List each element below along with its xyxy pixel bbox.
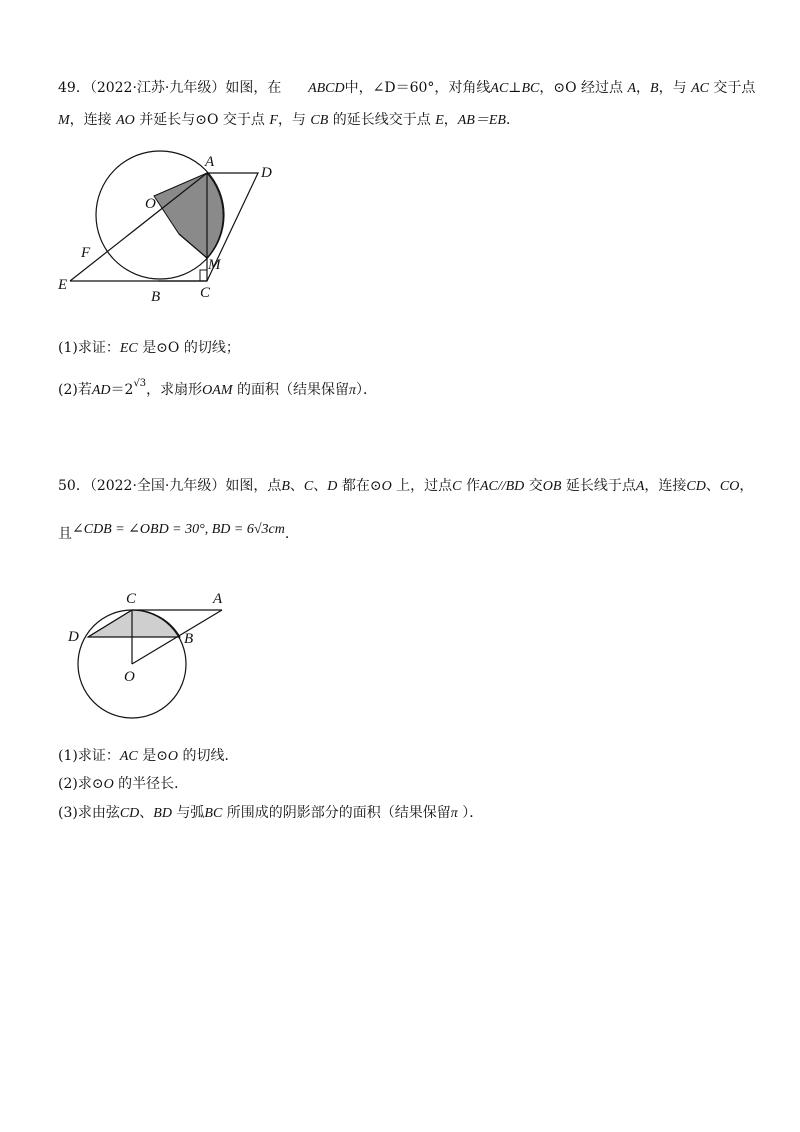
q49-shaded-sector (154, 173, 223, 258)
q49-line1: 49．（2022·江苏·九年级）如图，在 ABCD中，∠D＝60°，对角线AC⊥BC，⊙O 经过点 A，B，与 AC 交于点 (58, 80, 756, 96)
q50-label-A: A (213, 591, 223, 607)
q50-source: （2022·全国·九年级） (89, 478, 226, 494)
q50-part3: (3)求由弦CD、BD 与弧BC 所围成的阴影部分的面积（结果保留π ）． (58, 805, 484, 821)
q49-part1: (1)求证：EC 是⊙O 的切线； (58, 340, 240, 356)
q50-part1: (1)求证：AC 是⊙O 的切线． (58, 748, 239, 764)
q49-label-F: F (81, 245, 91, 261)
q49-label-B: B (151, 289, 161, 305)
q49-label-D: D (261, 165, 272, 181)
q49-source: （2022·江苏·九年级） (89, 80, 226, 96)
q50-part2: (2)求⊙O 的半径长． (58, 776, 189, 792)
q50-line2: 且∠CDB = ∠OBD = 30°, BD = 6√3cm. (58, 522, 290, 542)
q49-label-M: M (208, 257, 221, 273)
q49-part2: (2)若$AD=2^{√3}$，求扇形OAM 的面积（结果保留π）． (58, 378, 377, 398)
q49-line2: M，连接 AO 并延长与⊙O 交于点 F，与 CB 的延长线交于点 E，AB＝EB． (58, 112, 520, 128)
q50-number: 50． (58, 478, 90, 494)
q49-label-A: A (205, 154, 215, 170)
q50-figure (62, 585, 252, 730)
q50-label-B: B (184, 631, 194, 647)
q49-label-E: E (58, 277, 68, 293)
q50-label-O: O (124, 669, 135, 685)
q50-label-D: D (68, 629, 79, 645)
q50-line1: 50．（2022·全国·九年级）如图，点B、C、D 都在⊙O 上，过点C 作AC//BD 交OB 延长线于点A，连接CD、CO， (58, 478, 754, 494)
q49-number: 49． (58, 80, 90, 96)
q49-figure (50, 148, 290, 308)
q50-shaded-region (88, 610, 180, 637)
q49-right-angle (200, 270, 207, 281)
q50-label-C: C (126, 591, 137, 607)
q49-label-O: O (145, 196, 156, 212)
q49-label-C: C (200, 285, 211, 301)
